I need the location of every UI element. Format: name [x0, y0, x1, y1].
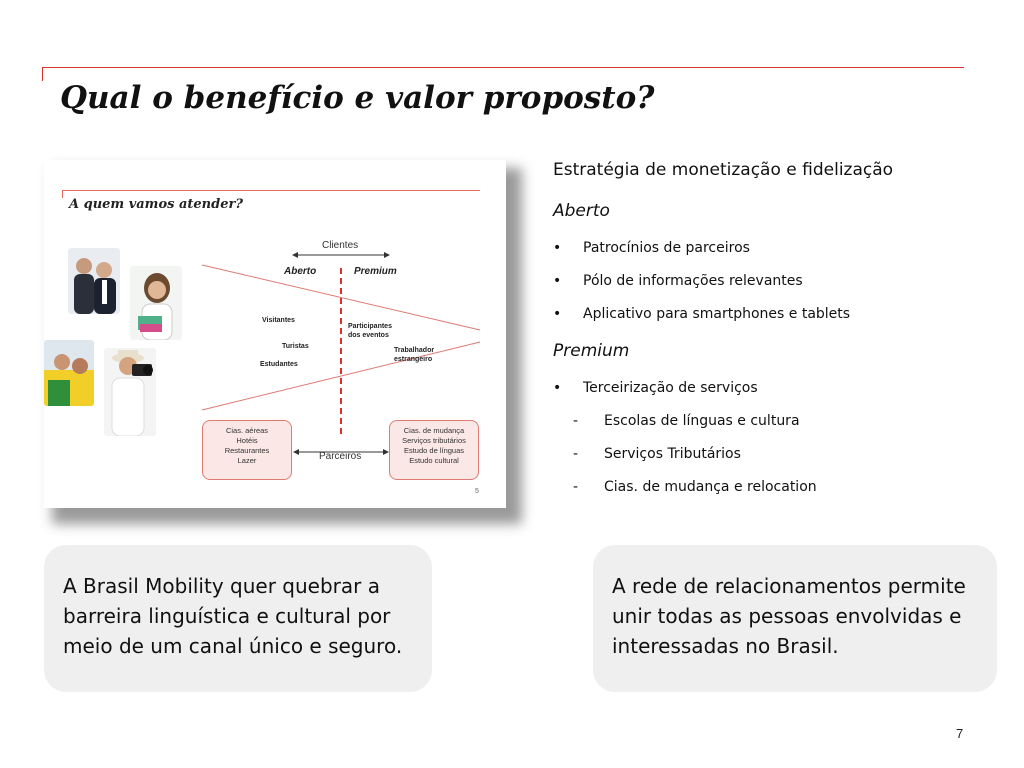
sub-list-item-text: Cias. de mudança e relocation	[604, 479, 817, 495]
dash-icon: -	[573, 479, 579, 495]
bullet-icon: •	[553, 273, 562, 289]
right-box-line: Estudo de línguas	[403, 446, 465, 455]
sub-list-item-text: Escolas de línguas e cultura	[604, 413, 800, 429]
title-rule	[42, 67, 964, 68]
tourists-label: Turistas	[282, 343, 309, 350]
aberto-heading: Aberto	[553, 201, 610, 221]
dash-icon: -	[573, 446, 579, 462]
premium-heading: Premium	[553, 341, 630, 361]
page-number: 7	[956, 726, 964, 741]
left-box-line: Cias. aéreas	[225, 426, 269, 435]
sub-list-item-text: Serviços Tributários	[604, 446, 741, 462]
right-box-line: Serviços tributários	[402, 436, 466, 445]
partners-box-left	[202, 420, 292, 480]
worker-label-line2: estrangeiro	[394, 356, 433, 363]
list-item-text: Terceirização de serviços	[583, 380, 758, 396]
left-box-line: Restaurantes	[224, 446, 270, 455]
aberto-segment-label: Aberto	[284, 266, 317, 277]
students-label: Estudantes	[260, 361, 298, 368]
list-item-text: Aplicativo para smartphones e tablets	[583, 306, 851, 322]
participants-label	[348, 322, 392, 340]
clients-label: Clientes	[322, 240, 359, 251]
partners-box-right	[389, 420, 479, 480]
bullet-icon: •	[553, 306, 562, 322]
foreign-worker-label	[394, 346, 434, 364]
embedded-slide-thumbnail	[44, 160, 506, 508]
visitors-label: Visitantes	[262, 317, 295, 324]
partners-label: Parceiros	[319, 451, 362, 462]
callout-language-barrier: A Brasil Mobility quer quebrar a barreira linguística e cultural por meio de um canal único e seguro.	[44, 545, 432, 692]
right-box-line: Estudo cultural	[409, 456, 459, 465]
dash-icon: -	[573, 413, 579, 429]
participants-label-line1: Participantes	[348, 323, 392, 330]
bullet-icon: •	[553, 380, 562, 396]
strategy-heading: Estratégia de monetização e fidelização	[553, 160, 894, 180]
left-box-line: Hotéis	[236, 436, 258, 445]
list-item-text: Patrocínios de parceiros	[583, 240, 750, 256]
left-box-line: Lazer	[237, 456, 257, 465]
thumbnail-page-number: 5	[475, 488, 479, 495]
premium-segment-label: Premium	[354, 266, 397, 277]
list-item-text: Pólo de informações relevantes	[583, 273, 803, 289]
slide-title: Qual o benefício e valor proposto?	[60, 80, 655, 116]
callout-network: A rede de relacionamentos permite unir todas as pessoas envolvidas e interessadas no Brasil.	[593, 545, 997, 692]
thumbnail-title: A quem vamos atender?	[69, 197, 243, 212]
participants-label-line2: dos eventos	[348, 332, 389, 339]
bullet-icon: •	[553, 240, 562, 256]
right-box-line: Cias. de mudança	[403, 426, 465, 435]
title-rule-tick	[42, 67, 43, 81]
worker-label-line1: Trabalhador	[394, 347, 435, 354]
